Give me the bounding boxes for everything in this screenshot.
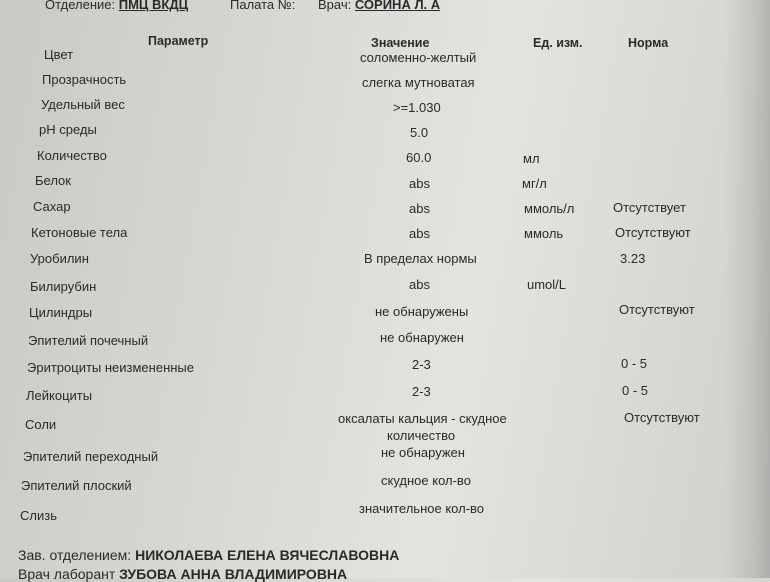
row-unit: мг/л xyxy=(522,176,547,191)
row-param: Эпителий переходный xyxy=(23,449,159,464)
row-value: оксалаты кальция - скудное xyxy=(338,411,507,426)
row-param: Уробилин xyxy=(30,251,89,266)
row-norm: 3.23 xyxy=(620,251,646,266)
row-value: соломенно-желтый xyxy=(360,50,477,65)
row-value: скудное кол-во xyxy=(381,473,471,488)
row-value: не обнаружен xyxy=(380,330,464,345)
row-param: Эпителий почечный xyxy=(28,333,149,348)
row-param: Соли xyxy=(25,417,57,432)
row-value: abs xyxy=(409,201,430,216)
head-label: Зав. отделением: xyxy=(18,547,132,563)
column-header-norm: Норма xyxy=(628,36,669,50)
row-param: Слизь xyxy=(20,508,57,523)
row-norm: 0 - 5 xyxy=(622,383,649,398)
row-value: 60.0 xyxy=(406,150,432,165)
column-header-unit: Ед. изм. xyxy=(533,36,583,50)
row-value: 5.0 xyxy=(410,125,429,140)
row-value: не обнаружен xyxy=(381,445,465,460)
row-param: Эпителий плоский xyxy=(21,478,132,493)
row-param: Лейкоциты xyxy=(26,388,93,403)
row-param: Эритроциты неизмененные xyxy=(27,360,195,375)
lab-value: ЗУБОВА АННА ВЛАДИМИРОВНА xyxy=(119,566,348,582)
row-value: abs xyxy=(409,277,430,292)
doctor-field xyxy=(318,0,440,12)
row-value: 2-3 xyxy=(412,384,431,399)
department-label: Отделение: xyxy=(45,0,116,12)
page-edge-shadow xyxy=(724,0,770,578)
row-value: слегка мутноватая xyxy=(362,75,475,90)
ward-label: Палата №: xyxy=(230,0,296,12)
row-param: Цилиндры xyxy=(29,305,93,320)
head-of-department xyxy=(18,547,399,563)
row-value: В пределах нормы xyxy=(364,251,477,266)
row-param: Прозрачность xyxy=(42,72,127,87)
row-norm: 0 - 5 xyxy=(621,356,648,371)
doctor-label: Врач: xyxy=(318,0,352,12)
lab-label: Врач лаборант xyxy=(18,566,116,582)
row-value: не обнаружены xyxy=(375,304,469,319)
row-value: значительное кол-во xyxy=(359,501,485,516)
department-field xyxy=(45,0,188,12)
row-value: abs xyxy=(409,226,430,241)
row-param: Белок xyxy=(35,173,71,188)
row-unit: мл xyxy=(523,151,540,166)
row-param: Билирубин xyxy=(30,279,97,294)
column-header-value: Значение xyxy=(371,36,430,50)
row-value: 2-3 xyxy=(412,357,431,372)
row-unit: umol/L xyxy=(527,277,567,292)
row-value: abs xyxy=(409,176,430,191)
row-norm: Отсутствуют xyxy=(624,410,700,425)
row-param: Кетоновые тела xyxy=(31,225,128,240)
row-unit: ммоль/л xyxy=(524,201,575,216)
row-unit: ммоль xyxy=(524,226,564,241)
row-value-continued: количество xyxy=(387,428,456,443)
row-value: >=1.030 xyxy=(393,100,441,115)
row-norm: Отсутствуют xyxy=(615,225,691,240)
department-value: ПМЦ ВКДЦ xyxy=(118,0,189,12)
head-value: НИКОЛАЕВА ЕЛЕНА ВЯЧЕСЛАВОВНА xyxy=(135,547,400,563)
row-param: Удельный вес xyxy=(41,97,125,112)
row-param: Цвет xyxy=(44,47,74,62)
doctor-value: СОРИНА Л. А xyxy=(354,0,441,12)
column-header-parameter: Параметр xyxy=(148,34,209,48)
row-norm: Отсутствует xyxy=(613,200,686,215)
row-norm: Отсутствуют xyxy=(619,302,695,317)
lab-doctor xyxy=(18,566,347,582)
row-param: Сахар xyxy=(33,199,71,214)
row-param: Количество xyxy=(37,148,107,163)
row-param: pH среды xyxy=(39,122,97,137)
